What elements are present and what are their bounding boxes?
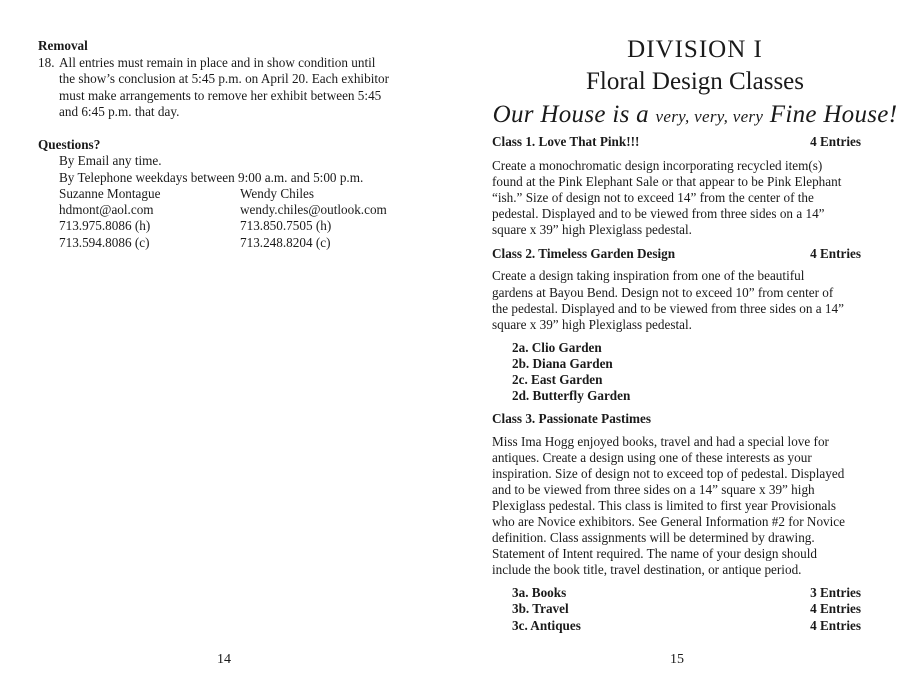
contact2-name: Wendy Chiles xyxy=(240,186,315,201)
contact2-phone-cell: 713.248.8204 (c) xyxy=(240,235,331,250)
class2-title: Class 2. Timeless Garden Design xyxy=(492,246,676,261)
subclass-2d: 2d. Butterfly Garden xyxy=(512,388,631,403)
subclass-3c xyxy=(512,618,861,635)
class2-line: the pedestal. Displayed and to be viewed from three sides on a 14” xyxy=(492,301,844,316)
subclass-2a: 2a. Clio Garden xyxy=(512,340,602,355)
class3-line: Miss Ima Hogg enjoyed books, travel and had a special love for xyxy=(492,434,829,449)
class1-heading xyxy=(492,134,861,151)
page-number-right: 15 xyxy=(670,652,684,667)
contact1-name: Suzanne Montague xyxy=(59,186,161,201)
subclass-3b-entries: 4 Entries xyxy=(810,601,861,616)
removal-line: and 6:45 p.m. that day. xyxy=(59,104,180,119)
class2-line: gardens at Bayou Bend. Design not to exceed 10” from center of xyxy=(492,285,834,300)
class1-line: Create a monochromatic design incorporating recycled item(s) xyxy=(492,158,823,173)
theme-title xyxy=(490,100,900,132)
division-title: DIVISION I xyxy=(627,36,763,63)
class3-line: include the book title, travel destination, or antique period. xyxy=(492,562,802,577)
contact2-email: wendy.chiles@outlook.com xyxy=(240,202,387,217)
class3-line: Plexiglass pedestal. This class is limited to first year Provisionals xyxy=(492,498,837,513)
subclass-2c: 2c. East Garden xyxy=(512,372,603,387)
right-page xyxy=(450,0,900,690)
theme-part3: Fine House! xyxy=(769,101,898,128)
contact1-phone-home: 713.975.8086 (h) xyxy=(59,218,151,233)
class3-line: definition. Class assignments will be determined by drawing. xyxy=(492,530,815,545)
subclass-3b xyxy=(512,601,861,618)
subclass-3a-entries: 3 Entries xyxy=(810,585,861,600)
class2-entries: 4 Entries xyxy=(810,246,861,261)
email-line: By Email any time. xyxy=(59,153,162,168)
contact1-email: hdmont@aol.com xyxy=(59,202,154,217)
removal-heading: Removal xyxy=(38,38,88,53)
questions-heading: Questions? xyxy=(38,137,101,152)
theme-part1: Our House is a xyxy=(492,101,649,128)
removal-line: the show’s conclusion at 5:45 p.m. on April 20. Each exhibitor xyxy=(59,71,390,86)
class2-line: square x 39” high Plexiglass pedestal. xyxy=(492,317,692,332)
class1-line: pedestal. Displayed and to be viewed from three sides on a 14” xyxy=(492,206,825,221)
removal-number: 18. xyxy=(38,55,55,70)
class3-line: and to be viewed from three sides on a 14” square x 39” high xyxy=(492,482,815,497)
class1-line: “ish.” Size of design not to exceed 14” from the center of the xyxy=(492,190,814,205)
subclass-2b: 2b. Diana Garden xyxy=(512,356,613,371)
class3-line: antiques. Create a design using one of these interests as your xyxy=(492,450,812,465)
removal-line: must make arrangements to remove her exhibit between 5:45 xyxy=(59,88,382,103)
theme-part2: very, very, very xyxy=(655,107,764,126)
class2-line: Create a design taking inspiration from one of the beautiful xyxy=(492,268,805,283)
class3-title: Class 3. Passionate Pastimes xyxy=(492,411,651,426)
phone-line: By Telephone weekdays between 9:00 a.m. and 5:00 p.m. xyxy=(59,170,364,185)
subclass-3c-label: 3c. Antiques xyxy=(512,618,581,633)
removal-line: All entries must remain in place and in show condition until xyxy=(59,55,376,70)
class3-line: Statement of Intent required. The name of your design should xyxy=(492,546,817,561)
contact1-phone-cell: 713.594.8086 (c) xyxy=(59,235,150,250)
contact2-phone-home: 713.850.7505 (h) xyxy=(240,218,332,233)
subclass-3a xyxy=(512,585,861,602)
class1-line: found at the Pink Elephant Sale or that appear to be Pink Elephant xyxy=(492,174,842,189)
class3-line: inspiration. Size of design not to exceed top of pedestal. Displayed xyxy=(492,466,845,481)
class2-heading xyxy=(492,246,861,263)
subclass-3b-label: 3b. Travel xyxy=(512,601,569,616)
class1-line: square x 39” high Plexiglass pedestal. xyxy=(492,222,692,237)
subclass-3a-label: 3a. Books xyxy=(512,585,567,600)
division-subtitle: Floral Design Classes xyxy=(585,68,805,95)
class1-entries: 4 Entries xyxy=(810,134,861,149)
class3-line: who are Novice exhibitors. See General Information #2 for Novice xyxy=(492,514,846,529)
page-number-left: 14 xyxy=(217,652,231,667)
subclass-3c-entries: 4 Entries xyxy=(810,618,861,633)
class1-title: Class 1. Love That Pink!!! xyxy=(492,134,640,149)
